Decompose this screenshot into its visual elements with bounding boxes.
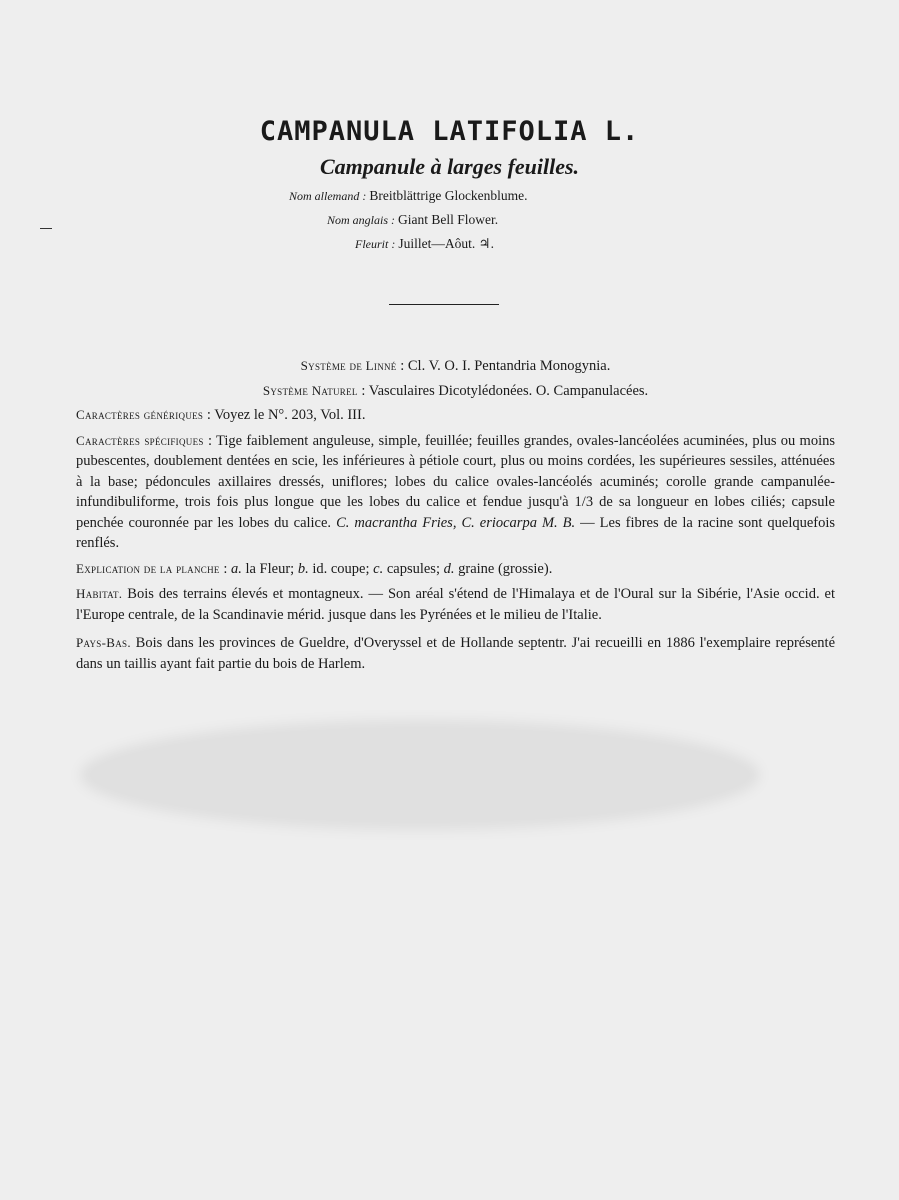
natural-system-value: Vasculaires Dicotylédonées. O. Campanulacées.: [368, 382, 649, 399]
specific-characters-tail: — Les fibres de la racine sont quelquefois renflés.: [76, 514, 836, 551]
plate-explanation-label: Explication de la planche: [76, 560, 220, 576]
netherlands-text: Bois dans les provinces de Gueldre, d'Overyssel et de Hollande septentr. J'ai recueilli en 1886 l'exemplaire représenté dans un taillis ayant fait partie du bois de Harlem.: [76, 635, 836, 672]
plate-b-letter: b.: [297, 560, 309, 577]
natural-system-line: Système Naturel : Vasculaires Dicotylédonées. O. Campanulacées.: [262, 382, 649, 399]
english-name-line: Nom anglais : Giant Bell Flower.: [327, 212, 499, 227]
english-name-label: Nom anglais: [327, 213, 389, 227]
plate-d-letter: d.: [443, 560, 455, 577]
german-name-value: Breitblättrige Glockenblume.: [369, 188, 528, 203]
plate-c-letter: c.: [373, 560, 384, 577]
linne-system-label: Système de Linné: [300, 358, 397, 373]
specific-characters: Caractères spécifiques : Tige faiblement anguleuse, simple, feuillée; feuilles grandes, ovales-lancéolées acuminées, plus ou moins pubescentes, doublement dentées en scie, les inférieures à pétiole court, plus ou moins cordées, les supérieures sessiles, atténuées à la base; pédoncules axillaires dressés, uniflores; lobes du calice ovales-lancéolés acuminés; corolle grande campanulée-infundibuliforme, trois fois plus longue que les lobes du calice et fendue jusqu'à 1/3 de sa longueur en lobes ciliés; capsule penchée couronnée par les lobes du calice. C. macrantha Fries, C. eriocarpa M. B. — Les fibres de la racine sont quelquefois renflés.: [76, 432, 836, 551]
plate-explanation: Explication de la planche : a. la Fleur; b. id. coupe; c. capsules; d. graine (grossie).: [76, 560, 553, 577]
plate-a-letter: a.: [230, 560, 242, 577]
english-name-value: Giant Bell Flower.: [398, 212, 499, 227]
natural-system-label: Système Naturel: [262, 382, 358, 398]
separator-rule: [389, 304, 499, 305]
flowering-value: Juillet—Aôut. ♃.: [398, 236, 495, 251]
linne-system-value: Cl. V. O. I. Pentandria Monogynia.: [407, 358, 611, 374]
generic-characters-value: Voyez le N°. 203, Vol. III.: [214, 407, 366, 423]
specific-characters-text: Tige faiblement anguleuse, simple, feuillée; feuilles grandes, ovales-lancéolées acuminées, plus ou moins pubescentes, doublement dentées en scie, les inférieures à pétiole court, plus ou moins cordées, les supérieures sessiles, atténuées à la base; pédoncules axillaires dressés, uniflores; lobes du calice ovales-lancéolés acuminés; corolle grande campanulée-infundibuliforme, trois fois plus longue que les lobes du calice et fendue jusqu'à 1/3 de sa longueur en lobes ciliés; capsule penchée couronnée par les lobes du calice.: [76, 432, 835, 531]
synonym-eriocarpa: C. eriocarpa M. B.: [461, 514, 576, 531]
page-title: CAMPANULA LATIFOLIA L.: [259, 116, 640, 147]
flowering-line: Fleurit : Juillet—Aôut. ♃.: [355, 236, 495, 251]
habitat-text: Bois des terrains élevés et montagneux. — Son aréal s'étend de l'Himalaya et de l'Oural sur la Sibérie, l'Asie occid. et l'Europe centrale, de la Scandinavie mérid. jusque dans les Pyrénées et le milieu de l'Italie.: [76, 586, 835, 623]
flowering-label: Fleurit: [355, 237, 389, 251]
plate-a-text: la Fleur;: [245, 560, 295, 577]
german-name-line: Nom allemand : Breitblättrige Glockenblume.: [289, 188, 528, 203]
page-subtitle: Campanule à larges feuilles.: [319, 154, 580, 179]
margin-mark: [40, 228, 52, 229]
show-through-shadow: [80, 720, 760, 830]
linne-system-line: Système de Linné : Cl. V. O. I. Pentandria Monogynia.: [300, 358, 611, 374]
habitat-label: Habitat.: [76, 586, 123, 601]
plate-d-text: graine (grossie).: [458, 560, 553, 577]
generic-characters-label: Caractères génériques: [76, 407, 204, 422]
synonym-macrantha: C. macrantha Fries,: [336, 514, 457, 531]
plate-b-text: id. coupe;: [312, 560, 370, 577]
generic-characters: Caractères génériques : Voyez le N°. 203, Vol. III.: [76, 407, 366, 423]
netherlands-label: Pays-Bas.: [76, 635, 131, 650]
habitat-section: [76, 584, 835, 625]
netherlands-section: [76, 633, 835, 674]
plate-c-text: capsules;: [386, 560, 440, 577]
specific-characters-label: Caractères spécifiques: [76, 432, 204, 448]
german-name-label: Nom allemand: [289, 189, 360, 203]
description-body: [76, 356, 835, 679]
